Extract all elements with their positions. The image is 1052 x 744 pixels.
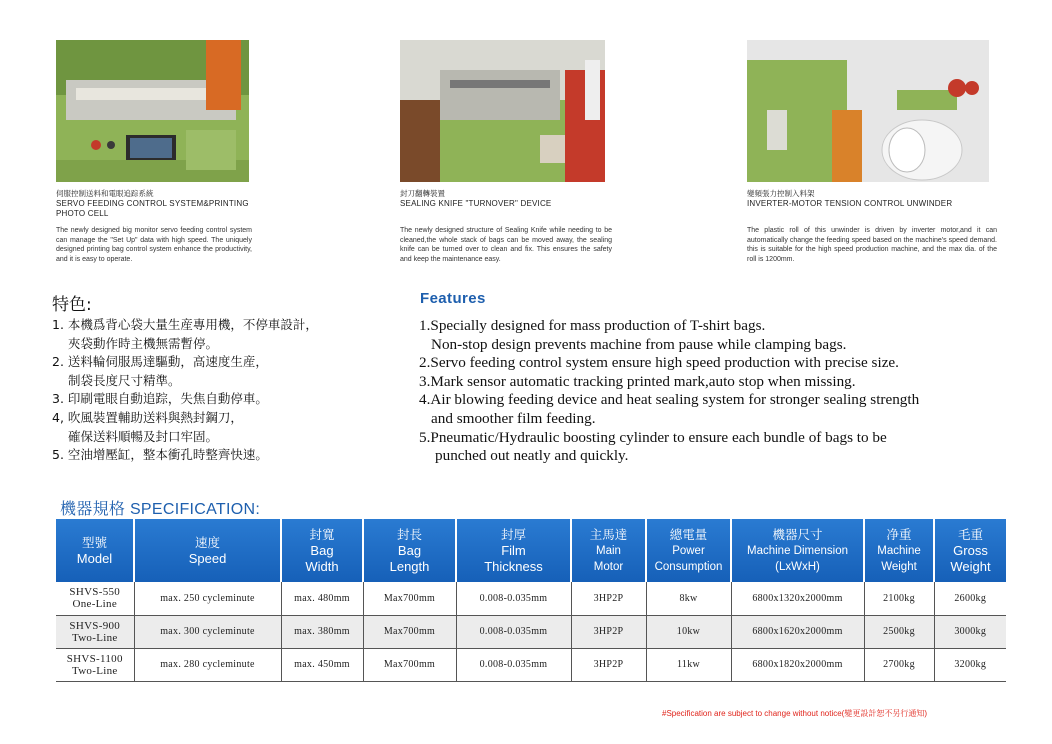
cell-net-weight: 2500kg <box>864 615 934 648</box>
cell-power: 11kw <box>646 648 731 681</box>
header-en: Length <box>389 558 430 574</box>
cell-power: 8kw <box>646 582 731 615</box>
feature-zh-line: 1. 本機爲背心袋大量生産專用機，不停車設計， <box>52 317 318 332</box>
spec-row <box>56 648 1006 681</box>
disclaimer-zh: 變更設計恕不另行通知 <box>844 709 925 718</box>
header-net-weight <box>864 519 934 582</box>
cell-dimension: 6800x1620x2000mm <box>731 615 864 648</box>
cell-speed: max. 300 cycleminute <box>134 615 281 648</box>
header-en: Weight <box>950 558 991 574</box>
spec-header-row <box>56 519 1006 582</box>
header-zh: 型號 <box>81 534 107 550</box>
cell-motor: 3HP2P <box>571 648 646 681</box>
model-lines: Two-Line <box>71 664 118 677</box>
cell-thickness: 0.008-0.035mm <box>456 582 571 615</box>
spec-title-zh: 機器規格 <box>60 499 126 518</box>
cell-gross-weight: 3000kg <box>934 615 1006 648</box>
header-main-motor <box>571 519 646 582</box>
features-en-list <box>419 317 1039 466</box>
feature-en-line: Non-stop design prevents machine from pause while clamping bags. <box>431 335 847 353</box>
spec-table <box>56 519 1006 682</box>
features-zh-title: 特色: <box>52 295 92 315</box>
header-bag-width <box>281 519 363 582</box>
header-zh: 速度 <box>194 534 220 550</box>
header-en: Bag <box>397 542 422 558</box>
model-lines: One-Line <box>72 598 118 611</box>
caption-en: SERVO FEEDING CONTROL SYSTEM&PRINTING <box>56 199 249 208</box>
feature-en-line: and smoother film feeding. <box>431 409 596 427</box>
caption-description: The newly designed big monitor servo feeding control system can manage the "Set Up" data with high speed. The uniquely designed printing bag control system enhance the productivity, and it is easy to operate. <box>56 227 252 263</box>
cell-thickness: 0.008-0.035mm <box>456 615 571 648</box>
cell-power: 10kw <box>646 615 731 648</box>
header-zh: 機器尺寸 <box>772 526 823 542</box>
cell-model <box>56 582 134 615</box>
feature-zh-line: 制袋長度尺寸精準。 <box>68 372 181 388</box>
header-film-thickness <box>456 519 571 582</box>
spec-row <box>56 615 1006 648</box>
header-en: Consumption <box>654 560 723 573</box>
header-en: Main <box>596 544 621 557</box>
header-en: Film <box>501 542 526 558</box>
header-zh: 封厚 <box>500 526 526 542</box>
caption-description: The newly designed structure of Sealing Knife while needing to be cleaned,the whole stack of bags can be moved away, the sealing knife can be turned over to clean and fix. This ensures the safety and keep the maintenance easy. <box>400 227 612 263</box>
feature-zh-line: 夾袋動作時主機無需暫停。 <box>68 335 219 351</box>
cell-thickness: 0.008-0.035mm <box>456 648 571 681</box>
caption-description: The plastic roll of this unwinder is driven by inverter motor,and it can automatically change the feeding speed based on the machine's speed demand. this is suitable for the high speed production machine, and the max dia. of the roll is 1200mm. <box>747 227 997 263</box>
header-bag-length <box>363 519 456 582</box>
cell-model <box>56 648 134 681</box>
caption-zh: 伺服控制送料和電眼追踪系統 <box>56 189 154 198</box>
cell-gross-weight: 3200kg <box>934 648 1006 681</box>
cell-motor: 3HP2P <box>571 615 646 648</box>
feature-en-line: 2.Servo feeding control system ensure high speed production with precise size. <box>419 354 899 372</box>
feature-zh-line: 2. 送料輪伺服馬達驅動，高速度生産， <box>52 354 268 370</box>
unwinder-photo <box>747 40 989 182</box>
header-en: Width <box>305 558 339 574</box>
caption-zh: 變頻張力控制入料架 <box>747 189 815 198</box>
disclaimer-en: #Specification are subject to change without notice( <box>662 709 845 718</box>
header-en: Motor <box>593 560 624 573</box>
cell-bag-width: max. 450mm <box>281 648 363 681</box>
feature-en-line: 5.Pneumatic/Hydraulic boosting cylinder to ensure each bundle of bags to be <box>419 428 887 446</box>
cell-dimension: 6800x1320x2000mm <box>731 582 864 615</box>
header-power <box>646 519 731 582</box>
header-en: Thickness <box>484 558 543 574</box>
spec-row <box>56 582 1006 615</box>
header-zh: 毛重 <box>957 526 983 542</box>
cell-motor: 3HP2P <box>571 582 646 615</box>
feature-en-line: punched out neatly and quickly. <box>435 447 629 465</box>
cell-bag-width: max. 480mm <box>281 582 363 615</box>
header-en: Gross <box>953 542 988 558</box>
header-en: Machine Dimension <box>747 544 848 557</box>
header-zh: 主馬達 <box>589 526 628 542</box>
header-zh: 封長 <box>396 526 422 542</box>
cell-bag-width: max. 380mm <box>281 615 363 648</box>
cell-bag-length: Max700mm <box>363 582 456 615</box>
header-en: (LxWxH) <box>775 560 820 573</box>
photo-caption-sealing-knife <box>400 189 612 264</box>
feature-en-line: 1.Specially designed for mass production of T-shirt bags. <box>419 317 766 334</box>
header-en: Model <box>76 550 113 566</box>
spec-disclaimer <box>662 708 927 719</box>
cell-gross-weight: 2600kg <box>934 582 1006 615</box>
spec-title <box>60 496 260 519</box>
feature-zh-line: 4, 吹風裝置輔助送料與熱封鋼刀， <box>52 409 243 425</box>
header-gross-weight <box>934 519 1006 582</box>
cell-speed: max. 250 cycleminute <box>134 582 281 615</box>
header-en: Machine <box>877 544 921 557</box>
model-name: SHVS-900 <box>69 619 121 632</box>
cell-bag-length: Max700mm <box>363 615 456 648</box>
header-speed <box>134 519 281 582</box>
feature-zh-line: 3. 印刷電眼自動追踪，失焦自動停車。 <box>52 391 268 407</box>
photo-caption-servo <box>56 189 252 264</box>
cell-net-weight: 2700kg <box>864 648 934 681</box>
feature-en-line: 4.Air blowing feeding device and heat sealing system for stronger sealing strength <box>419 391 920 409</box>
caption-en: SEALING KNIFE "TURNOVER" DEVICE <box>400 199 552 208</box>
caption-zh: 封刀翻轉裝置 <box>400 189 445 198</box>
header-zh: 封寬 <box>309 526 335 542</box>
features-zh-list <box>52 316 392 465</box>
header-dimension <box>731 519 864 582</box>
feature-zh-line: 確保送料順暢及封口牢固。 <box>68 428 219 444</box>
cell-net-weight: 2100kg <box>864 582 934 615</box>
caption-en: PHOTO CELL <box>56 209 109 218</box>
sealing-knife-photo <box>400 40 605 182</box>
header-zh: 净重 <box>886 526 912 542</box>
header-model <box>56 519 134 582</box>
cell-bag-length: Max700mm <box>363 648 456 681</box>
feature-en-line: 3.Mark sensor automatic tracking printed mark,auto stop when missing. <box>419 372 856 390</box>
disclaimer-end: ) <box>924 709 928 718</box>
header-en: Weight <box>881 560 917 573</box>
cell-speed: max. 280 cycleminute <box>134 648 281 681</box>
model-lines: Two-Line <box>71 631 118 644</box>
header-en: Bag <box>310 542 334 558</box>
header-en: Speed <box>188 550 227 566</box>
cell-dimension: 6800x1820x2000mm <box>731 648 864 681</box>
model-name: SHVS-1100 <box>66 652 123 665</box>
features-en-title: Features <box>420 290 486 307</box>
model-name: SHVS-550 <box>69 586 121 599</box>
header-zh: 總電量 <box>669 526 708 542</box>
spec-title-en: SPECIFICATION: <box>129 501 261 518</box>
servo-feeding-photo <box>56 40 249 182</box>
header-en: Power <box>672 544 705 557</box>
cell-model <box>56 615 134 648</box>
feature-zh-line: 5. 空油增壓缸，整本衝孔時整齊快速。 <box>52 447 268 463</box>
caption-en: INVERTER-MOTOR TENSION CONTROL UNWINDER <box>747 199 953 208</box>
photo-caption-unwinder <box>747 189 997 264</box>
